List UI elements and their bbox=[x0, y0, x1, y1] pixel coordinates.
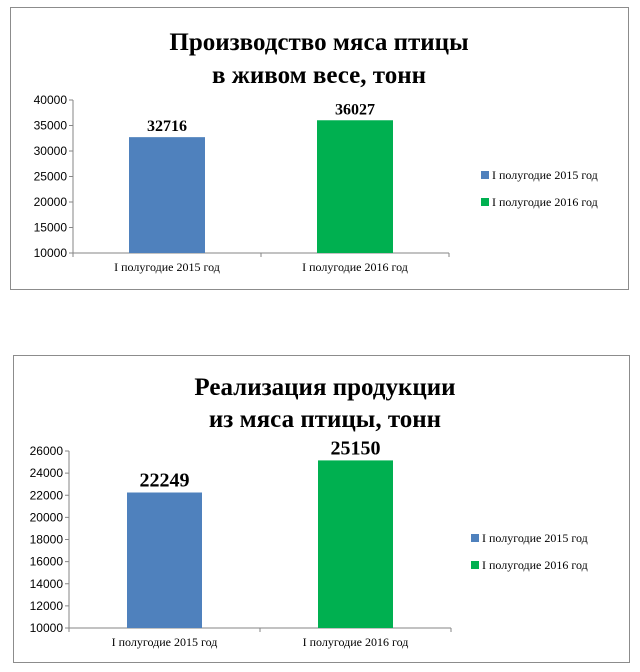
y-tick-label: 30000 bbox=[33, 144, 67, 158]
chart-production-svg bbox=[11, 8, 630, 291]
x-category-label: I полугодие 2015 год bbox=[114, 260, 220, 274]
chart-title-line: из мяса птицы, тонн bbox=[208, 406, 442, 433]
chart-sales bbox=[13, 355, 630, 663]
chart-title-line: Производство мяса птицы bbox=[169, 29, 469, 56]
bar-2 bbox=[317, 120, 393, 253]
legend-label-2: I полугодие 2016 год bbox=[492, 195, 598, 209]
y-tick-label: 10000 bbox=[29, 621, 63, 635]
bar-2 bbox=[318, 460, 393, 628]
bar-1 bbox=[129, 137, 205, 253]
y-tick-label: 24000 bbox=[29, 466, 63, 481]
y-tick-label: 16000 bbox=[29, 554, 63, 569]
legend-label-1: I полугодие 2015 год bbox=[492, 168, 598, 182]
y-tick-label: 22000 bbox=[29, 488, 63, 503]
bar-1 bbox=[127, 492, 202, 628]
chart-title-line: Реализация продукции bbox=[194, 374, 456, 401]
chart-title-line: в живом весе, тонн bbox=[211, 62, 427, 89]
data-label: 36027 bbox=[335, 101, 375, 119]
legend-swatch-2 bbox=[471, 561, 479, 569]
chart-production bbox=[10, 7, 629, 290]
y-tick-label: 35000 bbox=[33, 118, 67, 133]
legend-swatch-2 bbox=[481, 198, 489, 206]
x-category-label: I полугодие 2015 год bbox=[111, 635, 218, 649]
y-tick-label: 20000 bbox=[33, 195, 67, 209]
legend-swatch-1 bbox=[471, 534, 479, 542]
legend-label-2: I полугодие 2016 год bbox=[482, 558, 588, 572]
y-tick-label: 14000 bbox=[29, 576, 63, 591]
legend-swatch-1 bbox=[481, 171, 489, 179]
x-category-label: I полугодие 2016 год bbox=[302, 635, 409, 649]
y-tick-label: 25000 bbox=[33, 169, 67, 184]
data-label: 32716 bbox=[147, 118, 187, 136]
y-tick-label: 10000 bbox=[33, 246, 67, 260]
y-tick-label: 18000 bbox=[29, 532, 63, 547]
y-tick-label: 26000 bbox=[29, 444, 63, 458]
y-tick-label: 15000 bbox=[33, 220, 67, 235]
legend-label-1: I полугодие 2015 год bbox=[482, 531, 588, 545]
y-tick-label: 20000 bbox=[29, 510, 63, 525]
y-tick-label: 40000 bbox=[33, 93, 67, 107]
y-tick-label: 12000 bbox=[29, 598, 63, 613]
data-label: 22249 bbox=[139, 469, 190, 492]
chart-sales-svg bbox=[14, 356, 631, 664]
x-category-label: I полугодие 2016 год bbox=[302, 260, 408, 274]
data-label: 25150 bbox=[330, 437, 381, 460]
